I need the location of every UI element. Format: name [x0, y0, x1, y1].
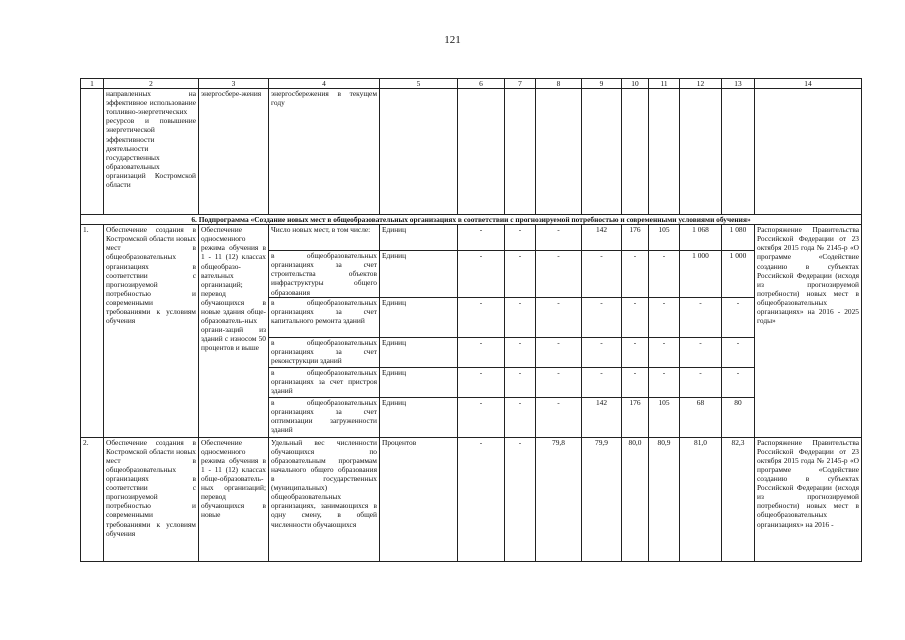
- unit: Единиц: [380, 397, 458, 437]
- value-cell: -: [458, 397, 505, 437]
- value-cell: -: [458, 437, 505, 561]
- indicator: Удельный вес численности обучающихся по образовательным программам начального общего образования в государственных (муниципальных) общеобразовательных организациях, занимающихся в одну смену, в общей численности обучающихся: [269, 437, 380, 561]
- value-cell: -: [536, 337, 582, 367]
- value-cell: -: [649, 337, 680, 367]
- col-header: 11: [649, 79, 680, 89]
- indicator: в общеобразовательных организациях за счет пристроя зданий: [269, 367, 380, 397]
- unit: Единиц: [380, 225, 458, 251]
- value-cell: -: [458, 225, 505, 251]
- value-cell: 1 000: [722, 251, 755, 297]
- value-cell: -: [582, 251, 622, 297]
- value-cell: -: [536, 397, 582, 437]
- continuation-row: [81, 89, 862, 215]
- value-cell: 80: [722, 397, 755, 437]
- value-cell: 1 000: [680, 251, 722, 297]
- item-name: Обеспечение создания в Костромской области новых мест в общеобразовательных организациях в соответствии с прогнозируемой потребностью и современными требованиями к условиям обучения: [104, 225, 199, 437]
- value-cell: -: [680, 367, 722, 397]
- value-cell: 82,3: [722, 437, 755, 561]
- value-cell: -: [536, 297, 582, 337]
- value-cell: 81,0: [680, 437, 722, 561]
- item-name: Обеспечение создания в Костромской области новых мест в общеобразовательных организациях в соответствии с прогнозируемой потребностью и современными требованиями к условиям обучения: [104, 437, 199, 561]
- value-cell: -: [622, 297, 649, 337]
- section-title: 6. Подпрограмма «Создание новых мест в общеобразовательных организациях в соответствии с прогнозируемой потребностью и современными условиями обучения»: [81, 215, 862, 225]
- value-cell: -: [505, 297, 536, 337]
- value-cell: 176: [622, 225, 649, 251]
- indicator: в общеобразовательных организациях за счет реконструкции зданий: [269, 337, 380, 367]
- col-header: 8: [536, 79, 582, 89]
- section-row: [81, 215, 862, 225]
- item-goal: Обеспечение односменного режима обучения в 1 - 11 (12) классах обще-образователь-ных организаций; перевод обучающихся в новые: [199, 437, 269, 561]
- unit: Единиц: [380, 251, 458, 297]
- value-cell: 79,9: [582, 437, 622, 561]
- indicator: Число новых мест, в том числе:: [269, 225, 380, 251]
- value-cell: -: [722, 337, 755, 367]
- item-goal: Обеспечение односменного режима обучения в 1 - 11 (12) классах общеобразо-вательных организаций; перевод обучающихся в новые здания обще-образователь-ных органи-заций из зданий с износом 50 процентов и выше: [199, 225, 269, 437]
- col-header: 5: [380, 79, 458, 89]
- value-cell: -: [536, 225, 582, 251]
- col-header: 14: [755, 79, 862, 89]
- value-cell: -: [680, 337, 722, 367]
- value-cell: -: [649, 297, 680, 337]
- value-cell: -: [582, 337, 622, 367]
- legal-basis: Распоряжение Правительства Российской Федерации от 23 октября 2015 года № 2145-р «О программе «Содействие созданию в субъектах Российской Федерации (исходя из прогнозируемой потребности) новых мест в общеобразовательных организациях» на 2016 -: [755, 437, 862, 561]
- value-cell: -: [622, 337, 649, 367]
- unit: Единиц: [380, 337, 458, 367]
- value-cell: 1 080: [722, 225, 755, 251]
- value-cell: 1 068: [680, 225, 722, 251]
- col-header: 10: [622, 79, 649, 89]
- value-cell: -: [722, 297, 755, 337]
- indicators-table: [80, 78, 862, 562]
- unit: Единиц: [380, 297, 458, 337]
- value-cell: -: [458, 337, 505, 367]
- continued-task-name: направленных на эффективное использование топливно-энергетических ресурсов и повышение энергетической эффективности деятельности государственных образовательных организаций Костромской области: [104, 89, 199, 215]
- value-cell: 105: [649, 225, 680, 251]
- value-cell: 68: [680, 397, 722, 437]
- unit: Процентов: [380, 437, 458, 561]
- legal-basis: Распоряжение Правительства Российской Федерации от 23 октября 2015 года № 2145-р «О программе «Содействие созданию в субъектах Российской Федерации (исходя из прогнозируемой потребности) новых мест в общеобразовательных организациях» на 2016 - 2025 годы»: [755, 225, 862, 437]
- col-header: 2: [104, 79, 199, 89]
- value-cell: -: [505, 251, 536, 297]
- value-cell: -: [680, 297, 722, 337]
- item-number: 1.: [81, 225, 104, 437]
- value-cell: -: [505, 337, 536, 367]
- value-cell: -: [458, 251, 505, 297]
- col-header: 7: [505, 79, 536, 89]
- header-row: [81, 79, 862, 89]
- indicator: в общеобразовательных организациях за счет капитального ремонта зданий: [269, 297, 380, 337]
- value-cell: -: [505, 397, 536, 437]
- continued-goal: энергосбере-жения: [199, 89, 269, 215]
- value-cell: -: [458, 367, 505, 397]
- item-number: 2.: [81, 437, 104, 561]
- value-cell: 176: [622, 397, 649, 437]
- value-cell: 142: [582, 397, 622, 437]
- col-header: 6: [458, 79, 505, 89]
- value-cell: 80,0: [622, 437, 649, 561]
- indicator: в общеобразовательных организациях за счет оптимизации загруженности зданий: [269, 397, 380, 437]
- table-row: [81, 225, 862, 251]
- col-header: 13: [722, 79, 755, 89]
- value-cell: 79,8: [536, 437, 582, 561]
- value-cell: -: [722, 367, 755, 397]
- continued-indicator: энергосбережения в текущем году: [269, 89, 380, 215]
- col-header: 12: [680, 79, 722, 89]
- value-cell: -: [505, 225, 536, 251]
- indicator: в общеобразовательных организациях за счет строительства объектов инфраструктуры общего образования: [269, 251, 380, 297]
- value-cell: 105: [649, 397, 680, 437]
- table-row: [81, 437, 862, 561]
- value-cell: -: [582, 367, 622, 397]
- value-cell: -: [622, 367, 649, 397]
- value-cell: -: [649, 251, 680, 297]
- col-header: 9: [582, 79, 622, 89]
- value-cell: -: [649, 367, 680, 397]
- value-cell: -: [536, 251, 582, 297]
- col-header: 1: [81, 79, 104, 89]
- value-cell: -: [536, 367, 582, 397]
- value-cell: -: [622, 251, 649, 297]
- value-cell: -: [505, 437, 536, 561]
- value-cell: -: [582, 297, 622, 337]
- value-cell: 80,9: [649, 437, 680, 561]
- value-cell: -: [505, 367, 536, 397]
- page-number: 121: [444, 34, 461, 46]
- col-header: 3: [199, 79, 269, 89]
- value-cell: -: [458, 297, 505, 337]
- unit: Единиц: [380, 367, 458, 397]
- value-cell: 142: [582, 225, 622, 251]
- col-header: 4: [269, 79, 380, 89]
